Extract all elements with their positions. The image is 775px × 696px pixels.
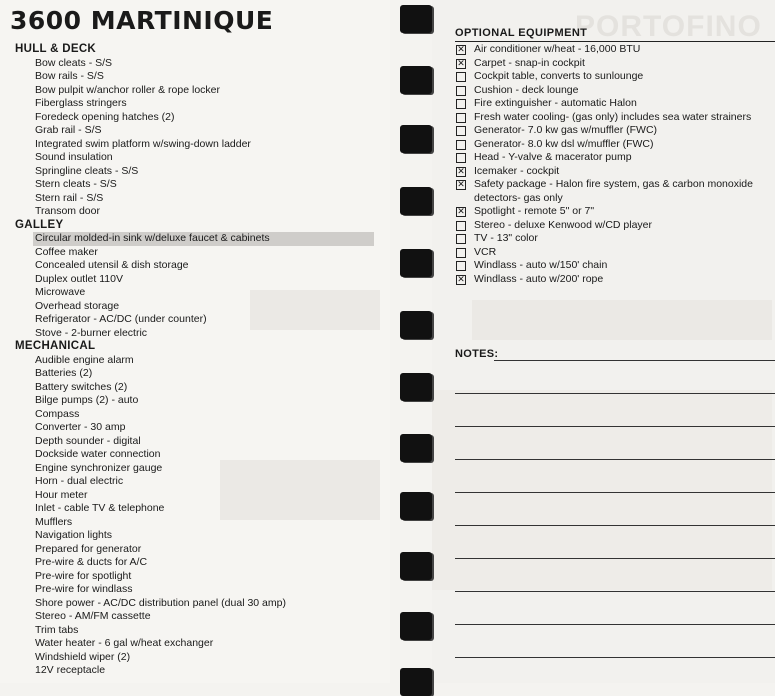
equipment-item: Battery switches (2) — [35, 380, 128, 393]
optional-item — [455, 192, 775, 206]
equipment-item: Overhead storage — [35, 299, 120, 312]
empty-box-icon — [456, 234, 466, 244]
bleed-through-shade — [472, 300, 772, 340]
section-heading: MECHANICAL — [15, 340, 96, 352]
equipment-item: Stern rail - S/S — [35, 191, 104, 204]
equipment-item: Depth sounder - digital — [35, 434, 141, 447]
equipment-item: Windshield wiper (2) — [35, 650, 131, 663]
notes-line — [455, 591, 775, 592]
empty-box-icon — [456, 221, 466, 231]
empty-box-icon — [456, 140, 466, 150]
equipment-item: Bow cleats - S/S — [35, 56, 113, 69]
optional-equipment-heading: OPTIONAL EQUIPMENT — [455, 27, 588, 39]
optional-item — [455, 165, 775, 179]
optional-item — [455, 205, 775, 219]
equipment-item: Coffee maker — [35, 245, 98, 258]
optional-item-label: Head - Y-valve & macerator pump — [474, 151, 632, 163]
equipment-item: Fiberglass stringers — [35, 97, 127, 109]
equipment-item: Bow pulpit w/anchor roller & rope locker — [35, 83, 221, 96]
equipment-item: Bow rails - S/S — [35, 70, 104, 82]
equipment-item: Navigation lights — [35, 529, 113, 541]
binding-ring — [400, 612, 432, 640]
optional-equipment-list — [455, 43, 775, 286]
optional-item — [455, 219, 775, 233]
equipment-item: Pre-wire for windlass — [35, 583, 133, 595]
equipment-item: Horn - dual electric — [35, 475, 124, 487]
section-heading: GALLEY — [15, 218, 64, 231]
empty-box-icon — [456, 126, 466, 136]
section-heading: HULL & DECK — [15, 43, 97, 55]
binding-ring — [400, 552, 432, 580]
optional-item-label: detectors- gas only — [474, 191, 563, 204]
notes-label: NOTES: — [455, 348, 499, 360]
empty-box-icon — [456, 113, 466, 123]
equipment-item: Stove - 2-burner electric — [35, 326, 148, 339]
optional-item-label: Windlass - auto w/200' rope — [474, 272, 604, 285]
equipment-item: Water heater - 6 gal w/heat exchanger — [35, 637, 214, 649]
optional-item — [455, 232, 775, 246]
equipment-item: Bilge pumps (2) - auto — [35, 394, 139, 406]
optional-item — [455, 273, 775, 287]
equipment-item: Pre-wire for spotlight — [35, 569, 132, 582]
bleed-through-title: PORTOFINO — [575, 10, 762, 43]
binding-ring — [400, 373, 432, 401]
notes-line — [455, 393, 775, 394]
checked-box-icon: ✕ — [457, 207, 465, 217]
equipment-item: Foredeck opening hatches (2) — [35, 110, 175, 123]
empty-box-icon — [456, 248, 466, 258]
optional-item — [455, 70, 775, 84]
equipment-item: Batteries (2) — [35, 367, 93, 379]
empty-box-icon — [456, 261, 466, 271]
optional-item — [455, 111, 775, 125]
equipment-item: Converter - 30 amp — [35, 421, 126, 433]
checked-box-icon: ✕ — [457, 274, 465, 285]
equipment-item: Circular molded-in sink w/deluxe faucet & cabinets — [33, 232, 374, 246]
binding-ring — [400, 66, 432, 94]
optional-item — [455, 84, 775, 98]
equipment-item: Grab rail - S/S — [35, 124, 102, 136]
optional-item — [455, 124, 775, 138]
optional-item — [455, 151, 775, 165]
equipment-item: Shore power - AC/DC distribution panel (dual 30 amp) — [35, 596, 286, 609]
equipment-item: Pre-wire & ducts for A/C — [35, 556, 148, 568]
optional-item — [455, 43, 775, 57]
notes-line — [494, 360, 775, 361]
empty-box-icon — [456, 99, 466, 109]
binding-ring — [400, 249, 432, 277]
optional-item — [455, 57, 775, 71]
equipment-item: Concealed utensil & dish storage — [35, 259, 189, 271]
optional-item-label: Cockpit table, converts to sunlounge — [474, 70, 644, 82]
equipment-item: Integrated swim platform w/swing-down ladder — [35, 137, 251, 150]
binding-ring — [400, 125, 432, 153]
standard-equipment-list — [15, 43, 375, 678]
empty-box-icon — [456, 86, 466, 96]
binding-ring — [400, 668, 432, 696]
notes-line — [455, 558, 775, 559]
equipment-item: Microwave — [35, 286, 86, 298]
binding-ring — [400, 492, 432, 520]
empty-box-icon — [456, 72, 466, 82]
optional-item-label: Safety package - Halon fire system, gas & carbon monoxide — [474, 178, 753, 190]
checked-box-icon: ✕ — [457, 166, 465, 177]
optional-item — [455, 246, 775, 260]
optional-item-label: Fresh water cooling- (gas only) includes sea water strainers — [474, 110, 752, 123]
equipment-item: Transom door — [35, 205, 100, 217]
binding-ring — [400, 434, 432, 462]
equipment-item: Compass — [35, 407, 80, 420]
optional-item-label: Generator- 8.0 kw dsl w/muffler (FWC) — [474, 137, 654, 150]
optional-item-label: Spotlight - remote 5" or 7" — [474, 205, 595, 217]
equipment-item: Mufflers — [35, 515, 73, 528]
heading-rule — [455, 41, 775, 42]
optional-item-label: Air conditioner w/heat - 16,000 BTU — [474, 43, 641, 55]
checked-box-icon: ✕ — [457, 180, 465, 190]
notes-line — [455, 525, 775, 526]
optional-item-label: Carpet - snap-in cockpit — [474, 56, 585, 69]
optional-item-label: Stereo - deluxe Kenwood w/CD player — [474, 218, 653, 231]
checked-box-icon: ✕ — [457, 58, 465, 69]
equipment-item: Stern cleats - S/S — [35, 178, 117, 190]
equipment-item: Trim tabs — [35, 623, 79, 636]
page-title: 3600 MARTINIQUE — [10, 6, 274, 35]
bleed-through-shade — [432, 390, 772, 590]
notes-line — [455, 624, 775, 625]
checked-box-icon: ✕ — [457, 45, 465, 55]
equipment-item: Prepared for generator — [35, 542, 142, 555]
equipment-item: Duplex outlet 110V — [35, 272, 123, 285]
equipment-item: Springline cleats - S/S — [35, 164, 139, 177]
optional-item — [455, 97, 775, 111]
notes-line — [455, 426, 775, 427]
optional-item-label: Cushion - deck lounge — [474, 83, 579, 96]
optional-item-label: VCR — [474, 245, 497, 258]
equipment-item: Stereo - AM/FM cassette — [35, 610, 151, 622]
optional-item — [455, 138, 775, 152]
notes-line — [455, 459, 775, 460]
equipment-item: Refrigerator - AC/DC (under counter) — [35, 313, 207, 325]
optional-item — [455, 259, 775, 273]
optional-item-label: Icemaker - cockpit — [474, 164, 560, 177]
optional-item-label: Fire extinguisher - automatic Halon — [474, 97, 637, 109]
equipment-item: Sound insulation — [35, 151, 113, 163]
equipment-item: Engine synchronizer gauge — [35, 461, 163, 474]
equipment-item: Dockside water connection — [35, 448, 161, 460]
optional-item-label: Generator- 7.0 kw gas w/muffler (FWC) — [474, 124, 658, 136]
binding-ring — [400, 187, 432, 215]
spiral-binding — [392, 0, 440, 683]
notes-line — [455, 492, 775, 493]
optional-item-label: Windlass - auto w/150' chain — [474, 259, 608, 271]
equipment-item: Inlet - cable TV & telephone — [35, 502, 165, 514]
equipment-item: 12V receptacle — [35, 664, 106, 676]
binding-ring — [400, 311, 432, 339]
equipment-item: Hour meter — [35, 488, 88, 501]
empty-box-icon — [456, 153, 466, 163]
binding-ring — [400, 5, 432, 33]
optional-item-label: TV - 13" color — [474, 232, 538, 244]
notes-line — [455, 657, 775, 658]
equipment-item: Audible engine alarm — [35, 353, 134, 366]
optional-item — [455, 178, 775, 192]
